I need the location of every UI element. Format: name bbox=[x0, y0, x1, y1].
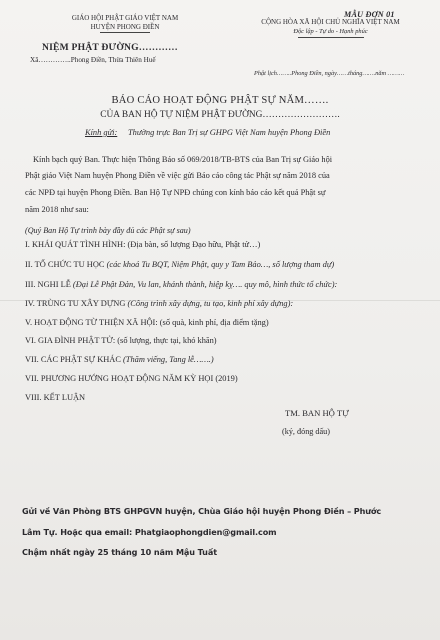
section-title: IV. TRÙNG TU XÂY DỰNG bbox=[25, 299, 128, 308]
republic-underline bbox=[298, 37, 364, 38]
date-line: Phật lịch……..Phong Điền, ngày……tháng…….năm ……… bbox=[254, 70, 405, 77]
section-title: VIII. KẾT LUẬN bbox=[25, 393, 86, 402]
section-item bbox=[25, 374, 238, 383]
report-subtitle: CỦA BAN HỘ TỰ NIỆM PHẬT ĐƯỜNG……………………. bbox=[100, 110, 340, 120]
commune-line: Xã…………..Phong Điền, Thừa Thiên Huế bbox=[30, 56, 156, 64]
footer-deadline: Chậm nhất ngày 25 tháng 10 năm Mậu Tuất bbox=[22, 547, 217, 557]
form-number: MẪU ĐƠN 01 bbox=[344, 10, 395, 19]
section-item bbox=[25, 260, 334, 269]
section-detail: (các khoá Tu BQT, Niệm Phật, quy y Tam Bảo…, số lượng tham dự) bbox=[106, 260, 335, 269]
body-line: các NPĐ tại huyện Phong Điền. Ban Hộ Tự NPĐ chúng con kính báo cáo kết quả Phật sự bbox=[25, 188, 326, 197]
org-underline bbox=[100, 32, 150, 33]
signature-note: (ký, đóng dấu) bbox=[282, 427, 330, 436]
section-title: VII. CÁC PHẬT SỰ KHÁC bbox=[25, 355, 124, 364]
section-item bbox=[25, 318, 269, 327]
section-item bbox=[25, 280, 337, 289]
section-title: VI. GIA ĐÌNH PHẬT TỬ: bbox=[25, 336, 118, 345]
section-detail: (số lượng, thực tại, khó khăn) bbox=[117, 336, 217, 345]
section-title: II. TỔ CHỨC TU HỌC bbox=[25, 260, 107, 269]
temple-name: NIỆM PHẬT ĐƯỜNG………… bbox=[42, 42, 178, 53]
section-detail: (Thăm viếng, Tang lễ…….) bbox=[123, 355, 214, 364]
report-title: BÁO CÁO HOẠT ĐỘNG PHẬT SỰ NĂM……. bbox=[111, 95, 329, 106]
body-line: năm 2018 như sau: bbox=[25, 205, 89, 214]
addressee-label: Kính gửi: bbox=[85, 128, 118, 137]
section-item bbox=[25, 240, 260, 249]
addressee-value: Thường trực Ban Trị sự GHPG Việt Nam huyện Phong Điền bbox=[128, 128, 331, 137]
section-item bbox=[25, 299, 293, 308]
section-detail: (Công trình xây dựng, tu tạo, kinh phí xây dựng): bbox=[127, 299, 294, 308]
org-district: HUYỆN PHONG ĐIỀN bbox=[90, 23, 160, 31]
section-item bbox=[25, 393, 85, 402]
signature-title: TM. BAN HỘ TỰ bbox=[285, 408, 349, 418]
section-detail: (Đại Lễ Phật Đản, Vu lan, khánh thành, hiệp kỵ…. quy mô, hình thức tổ chức): bbox=[72, 280, 338, 289]
section-detail: (Địa bàn, số lượng Đạo hữu, Phật tử…) bbox=[127, 240, 261, 249]
section-title: VII. PHƯƠNG HƯỚNG HOẠT ĐỘNG NĂM KỲ HỌI (2019) bbox=[25, 374, 238, 383]
section-title: III. NGHI LỄ bbox=[25, 280, 73, 289]
body-line: Kính bạch quý Ban. Thực hiện Thông Báo số 069/2018/TB-BTS của Ban Trị sự Giáo hội bbox=[33, 155, 333, 164]
section-item bbox=[25, 355, 214, 364]
section-detail: (số quà, kinh phí, địa điểm tặng) bbox=[159, 318, 269, 327]
footer-email-line: Lâm Tự. Hoặc qua email: Phatgiaophongdien@gmail.com bbox=[22, 527, 277, 537]
section-item bbox=[25, 336, 217, 345]
section-title: I. KHÁI QUÁT TÌNH HÌNH: bbox=[25, 240, 128, 249]
body-line: Phật giáo Việt Nam huyện Phong Điền về việc gửi Báo cáo công tác Phật sự năm 2018 của bbox=[25, 171, 330, 180]
republic-name: CỘNG HÒA XÃ HỘI CHỦ NGHĨA VIỆT NAM bbox=[261, 18, 400, 26]
footer-line: Gửi về Văn Phòng BTS GHPGVN huyện, Chùa Giáo hội huyện Phong Điền – Phước bbox=[22, 506, 382, 516]
section-title: V. HOẠT ĐỘNG TỪ THIỆN XÃ HỘI: bbox=[25, 318, 160, 327]
republic-motto: Độc lập - Tự do - Hạnh phúc bbox=[293, 28, 368, 35]
org-name: GIÁO HỘI PHẬT GIÁO VIỆT NAM bbox=[71, 14, 179, 22]
instruction-note: (Quý Ban Hộ Tự trình bày đầy đủ các Phật sự sau) bbox=[25, 226, 191, 235]
